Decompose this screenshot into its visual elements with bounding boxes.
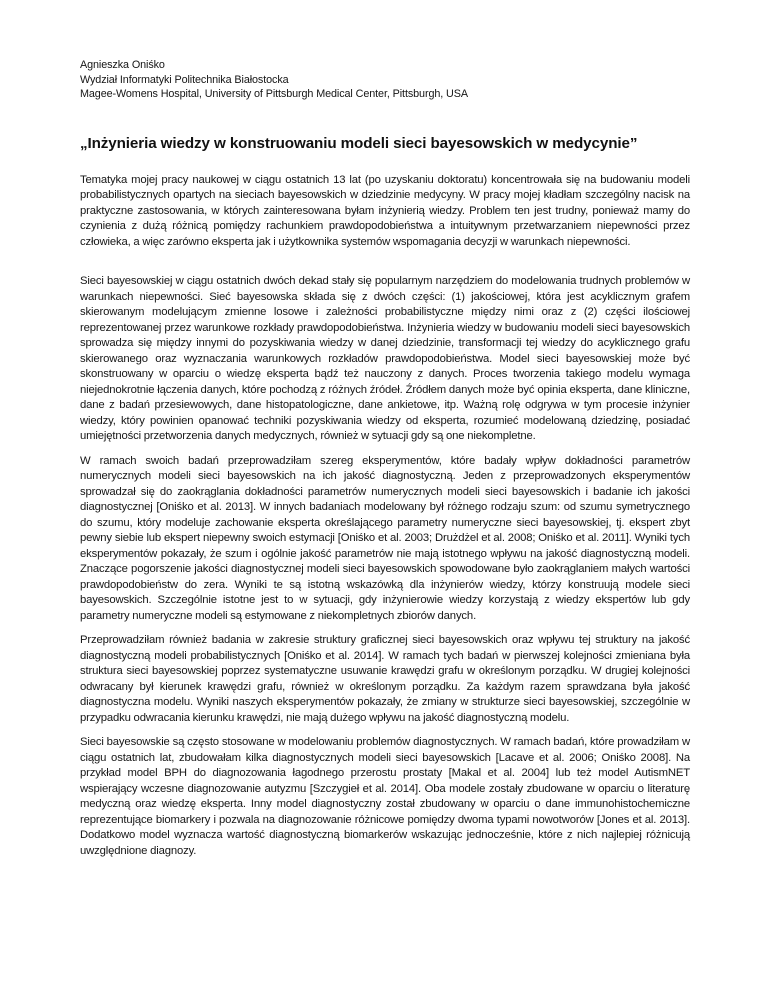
author-name: Agnieszka Oniśko xyxy=(80,59,165,71)
document-title: „Inżynieria wiedzy w konstruowaniu modeli sieci bayesowskich w medycynie” xyxy=(80,134,638,152)
paragraph-diagnostic-models: Sieci bayesowskie są często stosowane w modelowaniu problemów diagnostycznych. W ramach badań, które prowadziłam w ciągu ostatnich lat, zbudowałam kilka diagnostycznych modeli sieci bayesowskich [Lacave et al. 2006; Oniśko 2008]. Na przykład model BPH do diagnozowania łagodnego przerostu prostaty [Makal et al. 2004] lub też model AutismNET wspierający wczesne diagnozowanie autyzmu [Szczygieł et al. 2014]. Oba modele zostały zbudowane w oparciu o literaturę medyczną oraz wiedzę eksperta. Inny model diagnostyczny został zbudowany w oparciu o dane immunohistochemiczne reprezentujące biomarkery i pozwala na diagnozowanie różnicowe pomiędzy dwoma typami nowotworów [Jones et al. 2013]. Dodatkowo model wyznacza wartość diagnostyczną biomarkerów wskazując jednocześnie, które z nich najlepiej różnicują uwzględnione diagnozy. xyxy=(80,736,690,857)
paragraph-intro: Tematyka mojej pracy naukowej w ciągu ostatnich 13 lat (po uzyskaniu doktoratu) koncentrowała się na budowaniu modeli probabilistycznych opartych na sieciach bayesowskich w dziedzinie medycyny. W pracy mojej kładłam szczególny nacisk na praktyczne zastosowania, w których zainteresowana byłam inżynierią wiedzy. Problem ten jest trudny, ponieważ mamy do czynienia z dużą różnicą pomiędzy rachunkiem prawdopodobieństwa a intuitywnym przetwarzaniem niepewności przez człowieka, a więc zarówno eksperta jak i użytkownika systemów wspomagania decyzji w warunkach niepewności. xyxy=(80,173,690,248)
author-affiliation-hospital: Magee-Womens Hospital, University of Pittsburgh Medical Center, Pittsburgh, USA xyxy=(80,88,468,101)
paragraph-graph-structure-research: Przeprowadziłam również badania w zakresie struktury graficznej sieci bayesowskich oraz wpływu tej struktury na jakość diagnostyczną modeli probabilistycznych [Oniśko et al. 2014]. W ramach tych badań w pierwszej kolejności zmieniana była struktura sieci bayesowskiej poprzez systematyczne usuwanie krawędzi grafu w określonym porządku. W drugiej kolejności odwracany był kierunek krawędzi grafu, również w określonym porządku. Za każdym razem sprawdzana była jakość diagnostyczna modelu. Wyniki naszych eksperymentów pokazały, że zmiany w strukturze sieci bayesowskiej, szczególnie w przypadku odwracania kierunku krawędzi, nie mają dużego wpływu na jakość diagnostyczną modelu. xyxy=(80,634,690,724)
author-affiliation-university: Wydział Informatyki Politechnika Białostocka xyxy=(80,73,289,86)
author-block xyxy=(80,58,690,102)
paragraph-parameter-accuracy-experiments: W ramach swoich badań przeprowadziłam szereg eksperymentów, które badały wpływ dokładności parametrów numerycznych modeli sieci bayesowskich na ich jakość diagnostyczną. Jeden z przeprowadzonych eksperymentów sprowadzał się do zaokrąglania dokładności parametrów numerycznych modeli sieci bayesowskich i badanie ich jakości diagnostycznej [Oniśko et al. 2013]. W innych badaniach modelowany był różnego rodzaju szum: od szumu symetrycznego do szumu, który modeluje zachowanie eksperta określającego parametry numeryczne sieci bayesowskiej, tj. ekspert zbyt pewny siebie lub ekspert niepewny swoich estymacji [Oniśko et al. 2003; Drużdżel et al. 2008; Oniśko et al. 2011]. Wyniki tych eksperymentów pokazały, że szum i ogólnie jakość parametrów nie mają istotnego wpływu na jakość diagnostyczną modeli. Znaczące pogorszenie jakości diagnostycznej modeli sieci bayesowskich spowodowane było zaokrąglaniem małych wartości prawdopodobieństw do zera. Wyniki te są istotną wskazówką dla inżynierów wiedzy, którzy konstruują modele sieci bayesowskich. Szczególnie istotne jest to w sytuacji, gdy inżynierowie wiedzy korzystają z wiedzy ekspertów lub gdy parametry numeryczne modeli są estymowane z niekompletnych zbiorów danych. xyxy=(80,454,690,622)
paragraph-bayesian-networks-overview: Sieci bayesowskiej w ciągu ostatnich dwóch dekad stały się popularnym narzędziem do modelowania trudnych problemów w warunkach niepewności. Sieć bayesowska składa się z dwóch części: (1) jakościowej, która jest acyklicznym grafem skierowanym modelującym zmienne losowe i zależności probabilistyczne między nimi oraz z (2) części ilościowej reprezentowanej przez warunkowe rozkłady prawdopodobieństwa. Inżynieria wiedzy w budowaniu modeli sieci bayesowskich sprowadza się między innymi do pozyskiwania wiedzy w danej dziedzinie, transformacji tej wiedzy do acyklicznego grafu skierowanego oraz wyznaczania warunkowych rozkładów prawdopodobieństwa. Model sieci bayesowskiej może być skonstruowany w oparciu o wiedzę eksperta bądź też nauczony z danych. Proces tworzenia takiego modelu wymaga niejednokrotnie łączenia danych, które pochodzą z różnych źródeł. Źródłem danych może być opinia eksperta, dane kliniczne, dane z badań przesiewowych, dane histopatologiczne, dane ankietowe, itp. Ważną rolę odgrywa w tym procesie inżynier wiedzy, który powinien opanować techniki pozyskiwania wiedzy od eksperta, rozumieć modelowaną dziedzinę, posiadać umiejętności przetworzenia danych medycznych, również w sytuacji gdy są one niekompletne. xyxy=(80,275,690,443)
